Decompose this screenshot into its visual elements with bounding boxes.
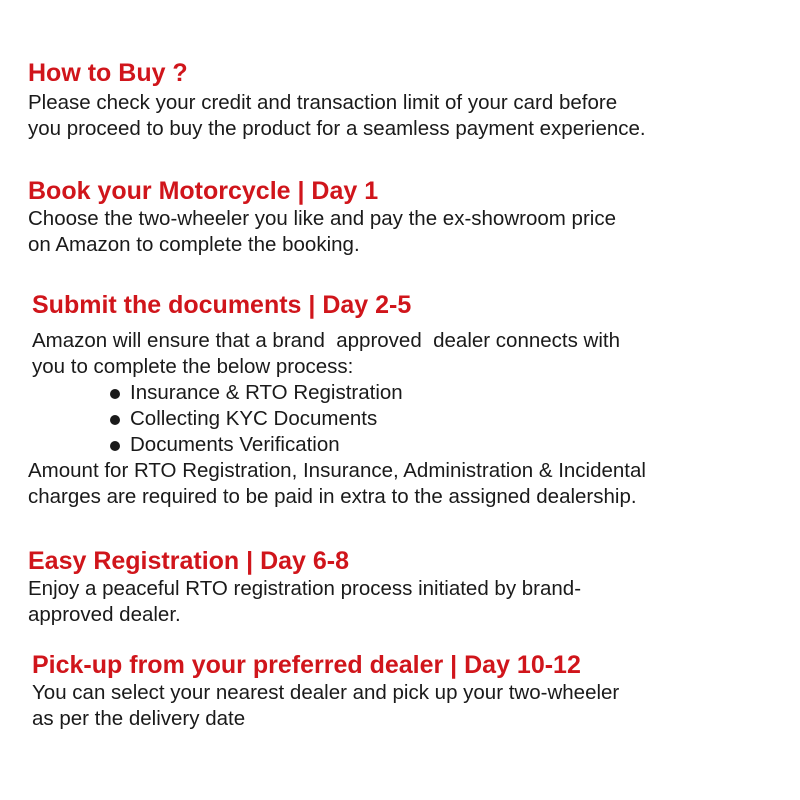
submit-after-line-1: Amount for RTO Registration, Insurance, Administration & Incidental — [28, 459, 646, 482]
pickup-line-1: You can select your nearest dealer and pick up your two-wheeler — [32, 681, 620, 704]
section-book-motorcycle — [28, 176, 788, 258]
pickup-line-2: as per the delivery date — [32, 707, 246, 730]
submit-line-2: you to complete the below process: — [32, 355, 354, 378]
bullet-item — [110, 406, 792, 432]
bullet-text: Documents Verification — [130, 433, 340, 456]
bullet-dot-icon — [110, 441, 120, 451]
book-line-2: on Amazon to complete the booking. — [28, 233, 360, 256]
heading-book-motorcycle: Book your Motorcycle | Day 1 — [28, 177, 379, 205]
section-how-to-buy — [28, 58, 788, 142]
submit-line-1: Amazon will ensure that a brand approved dealer connects with — [32, 329, 621, 352]
easy-line-2: approved dealer. — [28, 603, 181, 626]
submit-after-line-2: charges are required to be paid in extra to the assigned dealership. — [28, 485, 637, 508]
section-submit-documents — [28, 290, 792, 510]
bullet-text: Collecting KYC Documents — [130, 407, 378, 430]
bullet-dot-icon — [110, 415, 120, 425]
heading-submit-documents: Submit the documents | Day 2-5 — [32, 291, 412, 319]
bullet-item — [110, 432, 792, 458]
book-line-1: Choose the two-wheeler you like and pay the ex-showroom price — [28, 207, 616, 230]
section-easy-registration — [28, 546, 788, 628]
heading-easy-registration: Easy Registration | Day 6-8 — [28, 547, 350, 575]
bullet-text: Insurance & RTO Registration — [130, 381, 403, 404]
easy-line-1: Enjoy a peaceful RTO registration process initiated by brand- — [28, 577, 582, 600]
section-pickup-dealer — [32, 650, 792, 732]
heading-how-to-buy: How to Buy ? — [28, 59, 188, 87]
process-bullet-list — [32, 380, 792, 458]
bullet-dot-icon — [110, 389, 120, 399]
how-to-buy-line-2: you proceed to buy the product for a seamless payment experience. — [28, 117, 646, 140]
heading-pickup-dealer: Pick-up from your preferred dealer | Day 10-12 — [32, 651, 581, 679]
bullet-item — [110, 380, 792, 406]
how-to-buy-line-1: Please check your credit and transaction limit of your card before — [28, 91, 618, 114]
